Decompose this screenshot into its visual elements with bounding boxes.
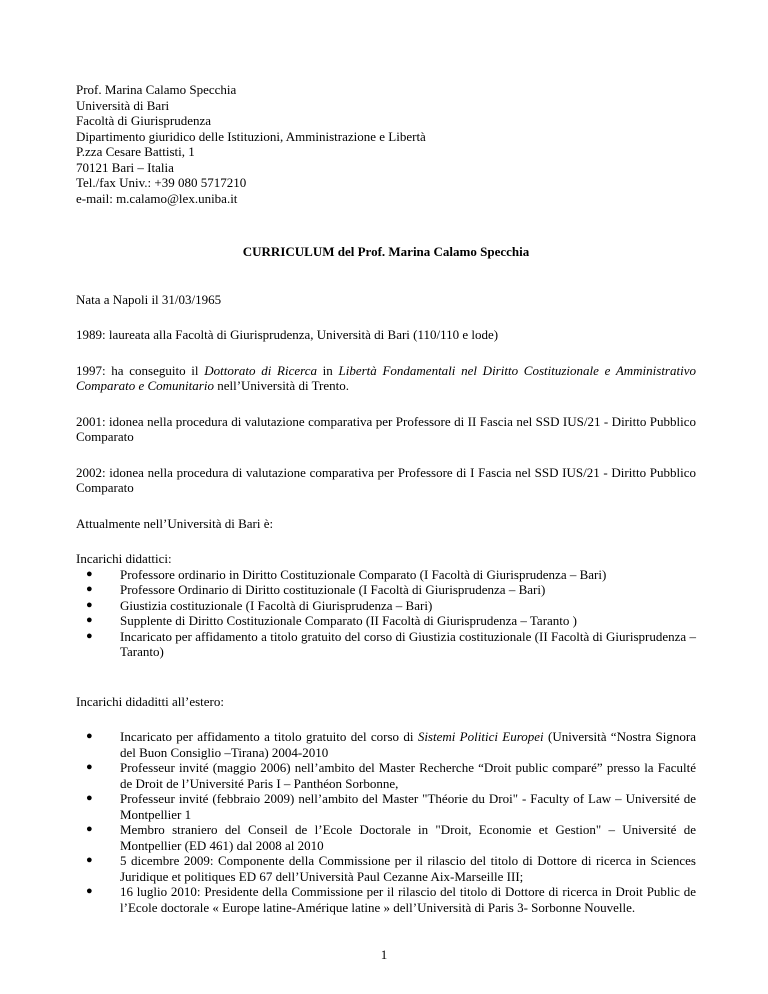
entry-1997-italic-field: Libertà Fondamentali nel Diritto Costituzionale e Amministrativo Comparato e Comunitario — [76, 362, 696, 393]
list-item — [76, 791, 696, 822]
abroad-heading: Incarichi didaditti all’estero: — [76, 693, 224, 709]
bullet-icon: ● — [86, 761, 93, 773]
address-line-city: 70121 Bari – Italia — [76, 159, 174, 175]
bullet-icon: ● — [86, 854, 93, 866]
list-item-text: (Università “Nostra Signora del Buon Consiglio –Tirana) 2004-2010 — [120, 729, 696, 760]
entry-2002: 2002: idonea nella procedura di valutazione comparativa per Professore di I Fascia nel SSD IUS/21 - Diritto Pubblico Comparato — [76, 464, 696, 495]
list-item — [76, 729, 696, 760]
list-item — [76, 567, 696, 583]
list-item — [76, 613, 696, 629]
list-item — [76, 853, 696, 884]
entry-1997-text: 1997: ha conseguito il — [76, 362, 205, 378]
list-item-text: Incaricato per affidamento a titolo gratuito del corso di Giustizia costituzionale (II Facoltà di Giurisprudenza –Taranto) — [120, 628, 696, 659]
bullet-icon: ● — [86, 583, 93, 595]
list-item-text: Incaricato per affidamento a titolo gratuito del corso di — [120, 729, 418, 744]
list-item — [76, 598, 696, 614]
list-item-text: Professeur invité (febbraio 2009) nell’ambito del Master "Théorie du Droi" - Faculty of Law – Université de Montpellier 1 — [120, 791, 696, 822]
address-line-street: P.zza Cesare Battisti, 1 — [76, 144, 195, 159]
teaching-list — [76, 567, 696, 660]
bullet-icon: ● — [86, 823, 93, 835]
list-item — [76, 760, 696, 791]
address-line-university: Università di Bari — [76, 97, 170, 113]
list-item-text: Membro straniero del Conseil de l’Ecole Doctorale in "Droit, Economie et Gestion" – Université de Montpellier (ED 461) dal 2008 al 2010 — [120, 822, 696, 853]
list-item — [76, 629, 696, 660]
bullet-icon: ● — [86, 614, 93, 626]
bullet-icon: ● — [86, 598, 93, 611]
bullet-icon: ● — [86, 629, 93, 642]
address-line-email: e-mail: m.calamo@lex.uniba.it — [76, 190, 238, 206]
list-item-text: Professore ordinario in Diritto Costituzionale Comparato (I Facoltà di Giurisprudenza – Bari) — [120, 566, 607, 582]
list-item-text: Supplente di Diritto Costituzionale Comparato (II Facoltà di Giurisprudenza – Taranto ) — [120, 613, 577, 628]
entry-1997-italic-degree: Dottorato di Ricerca — [204, 362, 317, 378]
page-number: 1 — [380, 947, 388, 962]
document-page — [76, 82, 696, 915]
current-position-heading: Attualmente nell’Università di Bari è: — [76, 515, 274, 531]
address-block — [76, 82, 696, 206]
list-item-italic-course: Sistemi Politici Europei — [417, 729, 544, 744]
list-item-text: Professore Ordinario di Diritto costituzionale (I Facoltà di Giurisprudenza – Bari) — [120, 582, 546, 597]
entry-1997 — [76, 363, 696, 394]
abroad-list — [76, 729, 696, 915]
address-line-name: Prof. Marina Calamo Specchia — [76, 82, 237, 97]
bullet-icon: ● — [86, 885, 93, 897]
list-item — [76, 884, 696, 915]
entry-1989: 1989: laureata alla Facoltà di Giurisprudenza, Università di Bari (110/110 e lode) — [76, 327, 499, 342]
entry-1997-text: nell’Università di Trento. — [213, 378, 350, 393]
list-item-text: 16 luglio 2010: Presidente della Commissione per il rilascio del titolo di Dottore di ricerca in Droit Public de l’Ecole doctorale « Europe latine-Amérique latine » dell’Università di Paris 3- Sorbonne Nouvelle. — [120, 884, 696, 915]
address-line-department: Dipartimento giuridico delle Istituzioni, Amministrazione e Libertà — [76, 128, 426, 144]
list-item — [76, 582, 696, 598]
list-item-text: Professeur invité (maggio 2006) nell’ambito del Master Recherche “Droit public comparé” presso la Faculté de Droit de l’Université Paris I – Panthéon Sorbonne, — [120, 760, 696, 791]
bullet-icon: ● — [86, 792, 93, 804]
address-line-phone: Tel./fax Univ.: +39 080 5717210 — [76, 175, 247, 190]
list-item-text: 5 dicembre 2009: Componente della Commissione per il rilascio del titolo di Dottore di ricerca in Sciences Juridique et politiques ED 67 dell’Università Paul Cezanne Aix-Marseille III; — [120, 853, 696, 884]
list-item — [76, 822, 696, 853]
entry-2001: 2001: idonea nella procedura di valutazione comparativa per Professore di II Fascia nel SSD IUS/21 - Diritto Pubblico Comparato — [76, 413, 696, 444]
bullet-icon: ● — [86, 567, 93, 580]
birth-info: Nata a Napoli il 31/03/1965 — [76, 291, 222, 307]
address-line-faculty: Facoltà di Giurisprudenza — [76, 113, 212, 128]
entry-1997-text: in — [316, 362, 339, 378]
cv-title: CURRICULUM del Prof. Marina Calamo Specchia — [242, 244, 530, 259]
bullet-icon: ● — [86, 730, 93, 742]
teaching-heading: Incarichi didattici: — [76, 551, 172, 566]
list-item-text: Giustizia costituzionale (I Facoltà di Giurisprudenza – Bari) — [120, 597, 433, 613]
